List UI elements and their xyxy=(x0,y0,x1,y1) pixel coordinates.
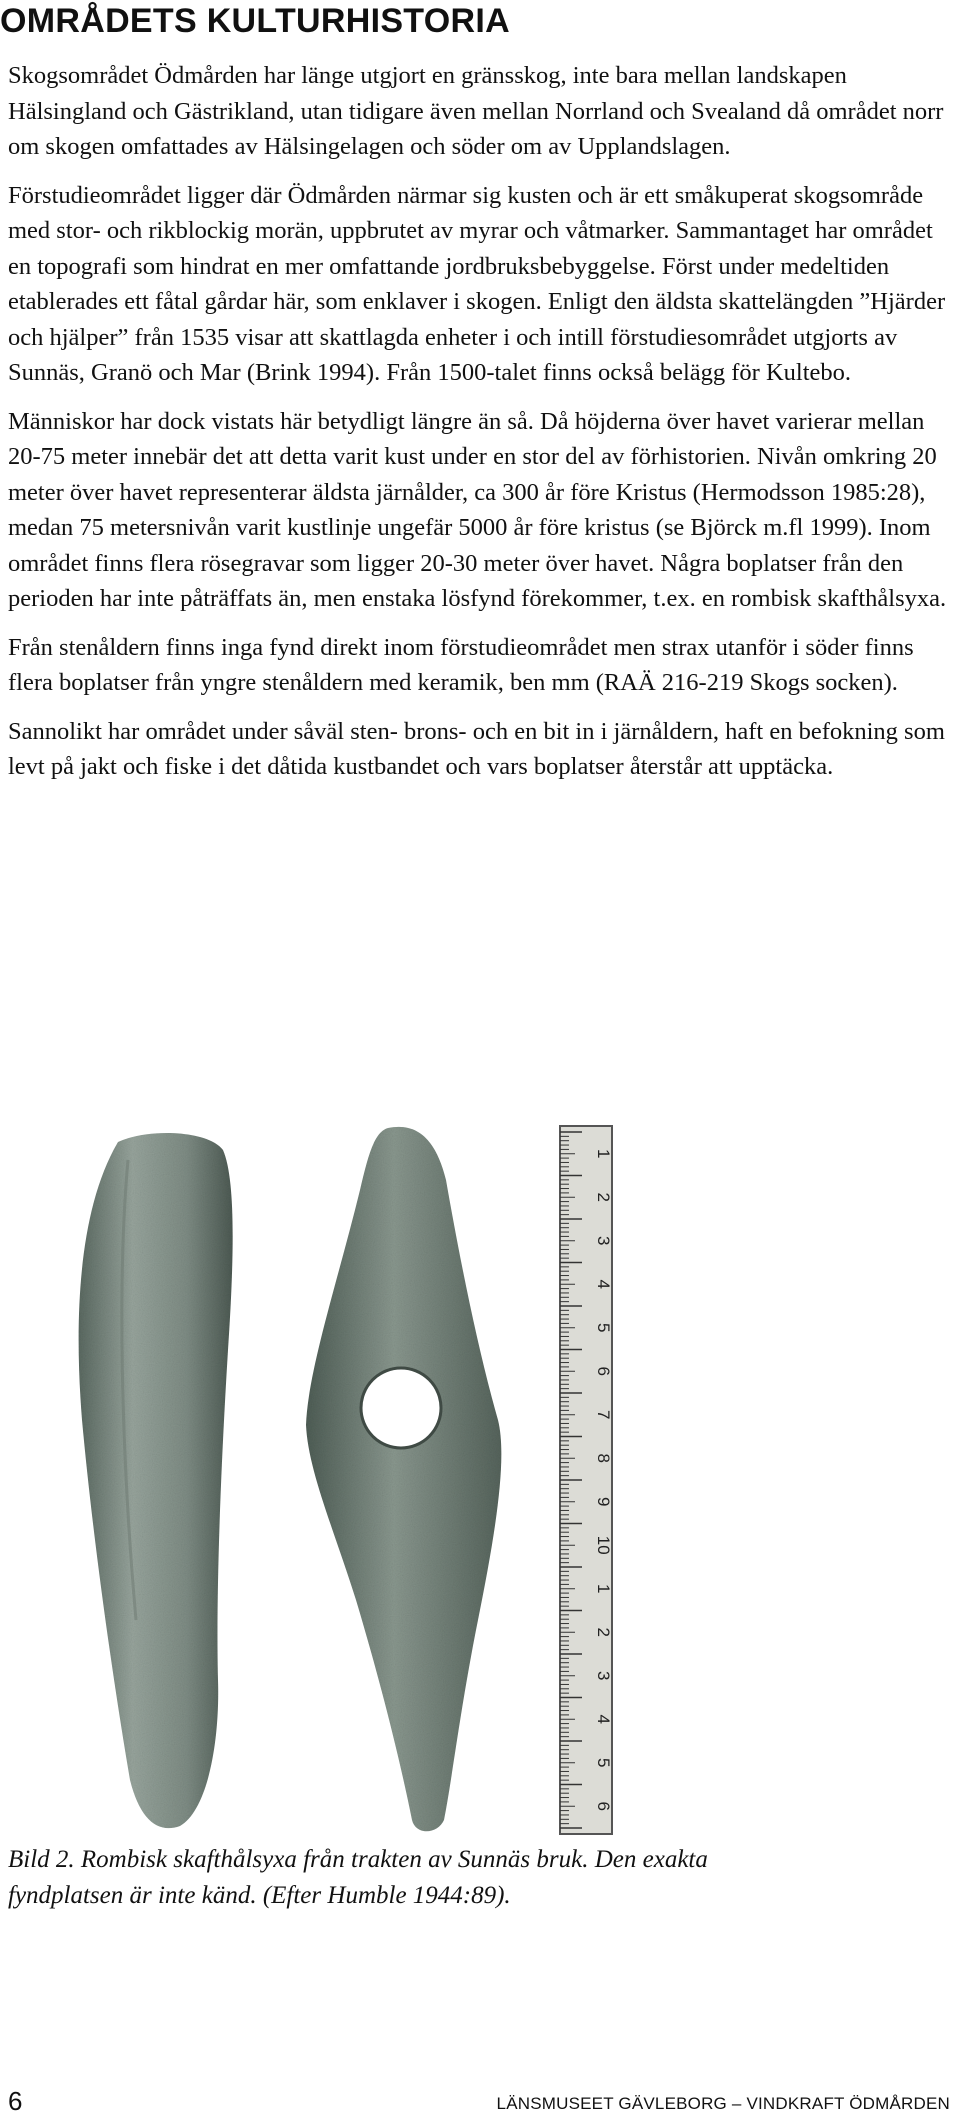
ruler-label: 4 xyxy=(594,1279,613,1289)
ruler-label: 8 xyxy=(594,1453,613,1463)
ruler-label: 7 xyxy=(594,1410,613,1420)
caption-line-1: Bild 2. Rombisk skafthålsyxa från trakten av Sunnäs bruk. Den exakta xyxy=(8,1846,708,1873)
ruler-label: 3 xyxy=(594,1236,613,1246)
paragraph-3: Människor har dock vistats här betydligt längre än så. Då höjderna över havet varierar mellan 20-75 meter innebär det att detta varit kust under en stor del av förhistorien. Nivån omkring 20 meter över havet representerar äldsta järnålder, ca 300 år före Kristus (Hermodsson 1985:28), medan 75 metersnivån varit kustlinje ungefär 5000 år före kristus (se Björck m.fl 1999). Inom området finns flera rösegravar som ligger 20-30 meter över havet. Några boplatser från den perioden har inte påträffats än, men enstaka lösfynd förekommer, t.ex. en rombisk skafthålsyxa. xyxy=(8,407,947,612)
ruler-label: 2 xyxy=(594,1192,613,1202)
paragraph-5: Sannolikt har området under såväl sten- brons- och en bit in i järnåldern, haft en befokning som levt på jakt och fiske i det dåtida kustbandet och vars boplatser återstår att upptäcka. xyxy=(8,717,945,780)
figure-axe-photo xyxy=(8,1120,956,1838)
ruler-label: 5 xyxy=(594,1323,613,1333)
paragraph-1: Skogsområdet Ödmården har länge utgjort en gränsskog, inte bara mellan landskapen Hälsingland och Gästrikland, utan tidigare även mellan Norrland och Svealand då området norr om skogen omfattades av Hälsingelagen och söder om av Upplandslagen. xyxy=(8,62,944,160)
body-text xyxy=(8,58,954,798)
ruler-label: 1 xyxy=(594,1584,613,1594)
axe-photo xyxy=(8,1120,956,1838)
axe-front-view xyxy=(306,1127,501,1831)
ruler-label: 10 xyxy=(594,1535,613,1555)
axe-side-view xyxy=(79,1133,233,1828)
figure-caption xyxy=(8,1842,954,1914)
ruler-label: 6 xyxy=(594,1366,613,1376)
ruler-label: 4 xyxy=(594,1714,613,1724)
ruler-label: 6 xyxy=(594,1801,613,1811)
measuring-ruler xyxy=(560,1126,613,1834)
caption-line-2: fyndplatsen är inte känd. (Efter Humble 1944:89). xyxy=(8,1882,511,1909)
ruler-label: 5 xyxy=(594,1758,613,1768)
paragraph-2: Förstudieområdet ligger där Ödmården närmar sig kusten och är ett småkuperat skogsområde med stor- och rikblockig morän, uppbrutet av myrar och våtmarker. Sammantaget har området en topografi som hindrat en mer omfattande jordbruksbebyggelse. Först under medeltiden etablerades ett fåtal gårdar här, som enklaver i skogen. Enligt den äldsta skattelängden ”Hjärder och hjälper” från 1535 visar att skattlagda enheter i och intill förstudiesområdet utgjorts av Sunnäs, Granö och Mar (Brink 1994). Från 1500-talet finns också belägg för Kultebo. xyxy=(8,181,946,386)
paragraph-4: Från stenåldern finns inga fynd direkt inom förstudieområdet men strax utanför i söder finns flera boplatser från yngre stenåldern med keramik, ben mm (RAÄ 216-219 Skogs socken). xyxy=(8,633,914,696)
ruler-label: 9 xyxy=(594,1497,613,1507)
page-title: OMRÅDETS KULTURHISTORIA xyxy=(0,2,510,40)
ruler-label: 2 xyxy=(594,1627,613,1637)
ruler-label: 1 xyxy=(594,1149,613,1159)
page-number: 6 xyxy=(8,2086,23,2116)
ruler-label: 3 xyxy=(594,1671,613,1681)
footer-text: LÄNSMUSEET GÄVLEBORG – VINDKRAFT ÖDMÅRDEN xyxy=(496,2094,950,2113)
